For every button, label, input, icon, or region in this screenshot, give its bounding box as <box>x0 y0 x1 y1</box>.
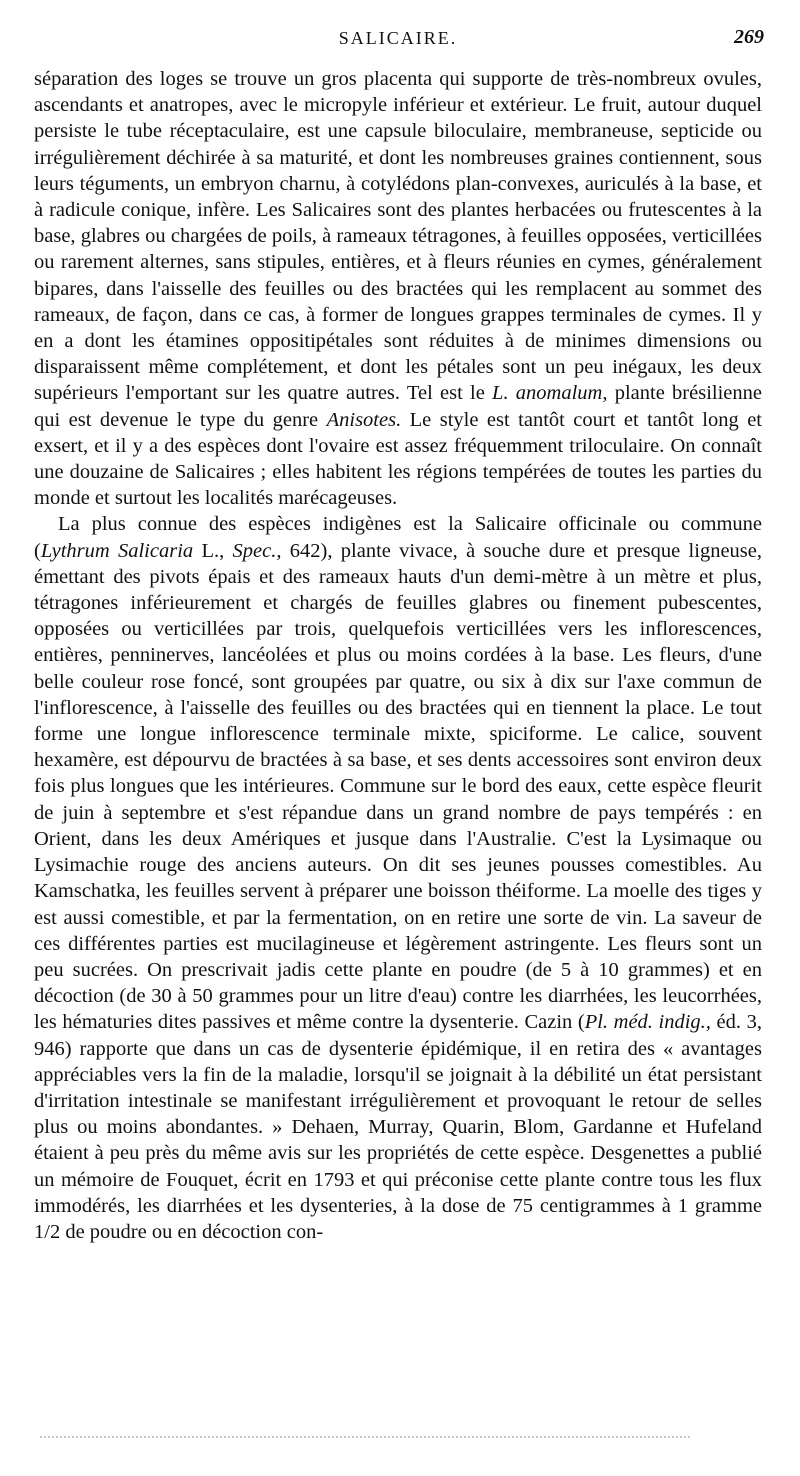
text-run: séparation des loges se trouve un gros placenta qui supporte de très-nombreux ovules, ascendants et anatropes, avec le micropyle inférieur et extérieur. Le fruit, autour duquel persiste le tube réceptaculaire, est une capsule biloculaire, membraneuse, septicide ou irrégulièrement déchirée à sa maturité, et dont les nombreuses graines contiennent, sous leurs téguments, un embryon charnu, à cotylédons plan-convexes, auriculés à la base, et à radicule conique, infère. Les Salicaires sont des plantes herbacées ou frutescentes à la base, glabres ou chargées de poils, à rameaux tétragones, à feuilles opposées, verticillées ou rarement alternes, sans stipules, entières, et à fleurs réunies en cymes, généralement bipares, dans l'aisselle des feuilles ou des bractées qui les remplacent au sommet des rameaux, de façon, dans ce cas, à former de longues grappes terminales de cymes. Il y en a dont les étamines oppositipétales sont réduites à de minimes dimensions ou disparaissent même complétement, et dont les pétales sont un peu inégaux, les deux supérieurs l'emportant sur les quatre autres. Tel est le <box>34 68 762 405</box>
paragraph-2 <box>34 511 762 1245</box>
italic-citation: Pl. méd. indig., <box>584 1011 711 1034</box>
italic-species-name: L. anomalum, <box>492 382 608 405</box>
text-run: La plus connue des espèces indigènes est la Salicaire officinale ou commune ( <box>34 513 762 562</box>
page-number: 269 <box>734 26 764 48</box>
page-bottom-marks <box>40 1436 690 1442</box>
running-title: SALICAIRE. <box>338 28 458 48</box>
text-run: 642), plante vivace, à souche dure et presque ligneuse, émettant des pivots épais et des rameaux hauts d'un demi-mètre à un mètre et plus, tétragones inférieurement et chargés de feuilles glabres ou finement pubescentes, opposées ou verticillées par trois, quelquefois verticillées vers les inflorescences, entières, penninerves, lancéolées et plus ou moins cordées à la base. Les fleurs, d'une belle couleur rose foncé, sont groupées par quatre, ou six à dix sur l'axe commun de l'inflorescence, à l'aisselle des feuilles ou des bractées qui en tiennent la place. Le tout forme une longue inflorescence terminale mixte, spiciforme. Le calice, souvent hexamère, est dépourvu de bractées à sa base, et ses dents accessoires sont environ deux fois plus longues que les intérieures. Commune sur le bord des eaux, cette espèce fleurit de juin à septembre et s'est répandue dans un grand nombre de pays tempérés : en Orient, dans les deux Amériques et jusque dans l'Australie. C'est la Lysimaque ou Lysimachie rouge des anciens auteurs. On dit ses jeunes pousses comestibles. Au Kamschatka, les feuilles servent à préparer une boisson théiforme. La moelle des tiges y est aussi comestible, et par la fermentation, on en retire une sorte de vin. La saveur de ces différentes parties est mucilagineuse et légèrement astringente. Les fleurs sont un peu sucrées. On prescrivait jadis cette plante en poudre (de 5 à 10 grammes) et en décoction (de 30 à 50 grammes pour un litre d'eau) contre les diarrhées, les leucorrhées, les hématuries dites passives et même contre la dysenterie. Cazin ( <box>34 539 762 1034</box>
italic-citation: Spec., <box>232 539 282 562</box>
italic-species-name: Lythrum Salicaria <box>40 539 194 562</box>
italic-genus-name: Anisotes. <box>326 408 402 431</box>
text-run: plante brésilienne qui est devenue le type du genre <box>34 382 762 431</box>
running-head <box>32 28 764 58</box>
text-run: éd. 3, 946) rapporte que dans un cas de dysenterie épidémique, il en retira des « avantages appréciables vers la fin de la maladie, lorsqu'il se joignait à la débilité un état persistant d'irritation intestinale se manifestant irrégulièrement et provoquant le retour de selles plus ou moins abondantes. » Dehaen, Murray, Quarin, Blom, Gardanne et Hufeland étaient à peu près du même avis sur les propriétés de cette espèce. Desgenettes a publié un mémoire de Fouquet, écrit en 1793 et qui préconise cette plante contre tous les flux immodérés, les diarrhées et les dysenteries, à la dose de 75 centigrammes à 1 gramme 1/2 de poudre ou en décoction con- <box>34 1011 762 1243</box>
paragraph-1 <box>34 66 762 511</box>
text-run: Le style est tantôt court et tantôt long et exsert, et il y a des espèces dont l'ovaire est assez fréquemment triloculaire. On connaît une douzaine de Salicaires ; elles habitent les régions tempérées de toutes les parties du monde et surtout les localités marécageuses. <box>34 408 762 510</box>
body-text <box>34 66 762 1245</box>
text-run: L., <box>193 539 233 562</box>
